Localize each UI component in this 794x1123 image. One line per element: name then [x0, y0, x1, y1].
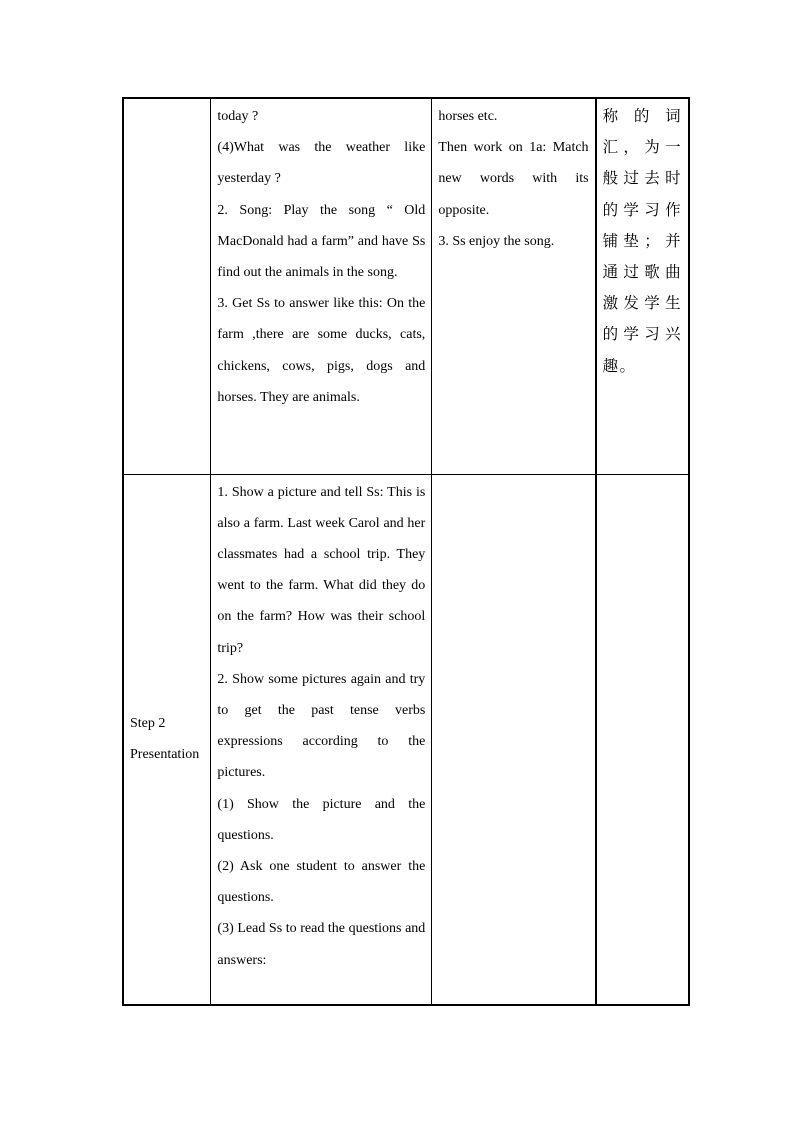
- teacher-activity-text: (4)What was the weather like yesterday ?: [217, 140, 426, 187]
- student-activity-text: Then work on 1a: Match new words with its opposite.: [438, 140, 589, 218]
- teacher-activities-cell: [211, 98, 432, 474]
- teacher-activity-text: (3) Lead Ss to read the questions and answers:: [217, 921, 426, 968]
- step-cell: [123, 474, 211, 1005]
- purpose-cell: [596, 474, 689, 1005]
- step-cell: [123, 98, 211, 474]
- table-row: [123, 474, 689, 1005]
- teacher-activities-cell: [211, 474, 432, 1005]
- teacher-activity-text: 2. Show some pictures again and try to get the past tense verbs expressions according to the pictures.: [217, 671, 426, 781]
- purpose-cell: [596, 98, 689, 474]
- teacher-activity-text: today ?: [217, 109, 259, 124]
- teacher-activity-text: 1. Show a picture and tell Ss: This is also a farm. Last week Carol and her classmates had a school trip. They went to the farm. What did they do on the farm? How was their school trip?: [217, 484, 426, 656]
- step-number: Step 2: [130, 716, 166, 732]
- student-activity-text: horses etc.: [438, 109, 498, 124]
- teacher-activity-text: (2) Ask one student to answer the questions.: [217, 858, 426, 906]
- student-activity-text: 3. Ss enjoy the song.: [438, 233, 555, 249]
- table-row: [123, 98, 689, 474]
- teacher-activity-text: 3. Get Ss to answer like this: On the farm ,there are some ducks, cats, chickens, cows, pigs, dogs and horses. They are animals.: [217, 296, 426, 405]
- purpose-text: 称的词汇，为一般过去时的学习作铺垫；并通过歌曲激发学生的学习兴趣。: [602, 107, 682, 375]
- purpose-text: [603, 475, 682, 477]
- student-activities-cell: [432, 474, 596, 1005]
- teacher-activity-text: (1) Show the picture and the questions.: [217, 796, 426, 843]
- teacher-activity-text: 2. Song: Play the song “ Old MacDonald had a farm” and have Ss find out the animals in the song.: [217, 202, 426, 281]
- lesson-plan-table: [122, 97, 690, 1006]
- step-title: Presentation: [130, 747, 200, 763]
- student-activities-cell: [432, 98, 596, 474]
